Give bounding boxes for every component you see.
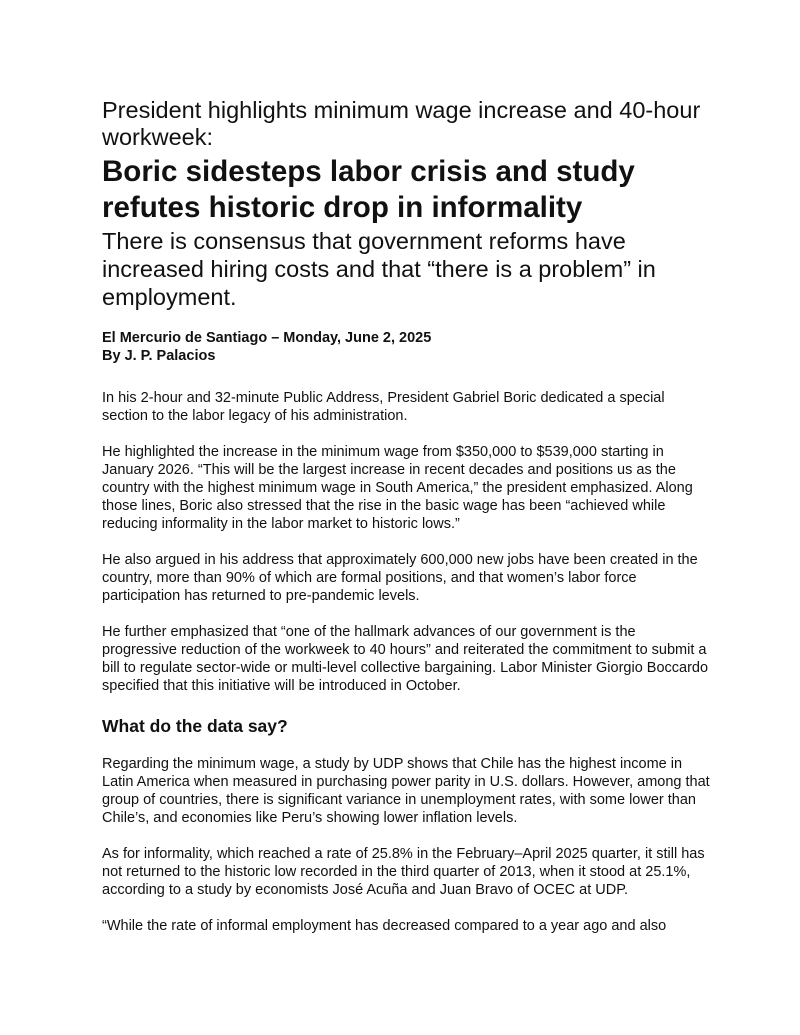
article-deck: There is consensus that government reforms have increased hiring costs and that “there is a problem” in employment. (102, 228, 656, 310)
section-subhead: What do the data say? (102, 716, 288, 736)
article (102, 97, 712, 935)
body-paragraph: He highlighted the increase in the minimum wage from $350,000 to $539,000 starting in January 2026. “This will be the largest increase in recent decades and positions us as the country with the highest minimum wage in South America,” the president emphasized. Along those lines, Boric also stressed that the rise in the basic wage has been “achieved while reducing informality in the labor market to historic lows.” (102, 444, 693, 532)
article-headline: Boric sidesteps labor crisis and study refutes historic drop in informality (102, 155, 635, 224)
body-paragraph: He further emphasized that “one of the hallmark advances of our government is the progressive reduction of the workweek to 40 hours” and reiterated the commitment to submit a bill to regulate sector-wide or multi-level collective bargaining. Labor Minister Giorgio Boccardo specified that this initiative will be introduced in October. (102, 624, 709, 694)
article-meta (102, 329, 712, 365)
dateline: El Mercurio de Santiago – Monday, June 2, 2025 (102, 330, 432, 346)
body-paragraph: As for informality, which reached a rate of 25.8% in the February–April 2025 quarter, it still has not returned to the historic low recorded in the third quarter of 2013, when it stood at 25.1%, according to a study by economists José Acuña and Juan Bravo of OCEC at UDP. (102, 846, 705, 898)
byline: By J. P. Palacios (102, 348, 216, 364)
body-paragraph: In his 2-hour and 32-minute Public Address, President Gabriel Boric dedicated a special section to the labor legacy of his administration. (102, 390, 665, 424)
article-kicker: President highlights minimum wage increase and 40-hour workweek: (102, 97, 701, 150)
body-paragraph: He also argued in his address that approximately 600,000 new jobs have been created in the country, more than 90% of which are formal positions, and that women’s labor force participation has returned to pre-pandemic levels. (102, 552, 698, 604)
article-body (102, 389, 712, 935)
body-paragraph: Regarding the minimum wage, a study by UDP shows that Chile has the highest income in Latin America when measured in purchasing power parity in U.S. dollars. However, among that group of countries, there is significant variance in unemployment rates, with some lower than Chile’s, and economies like Peru’s showing lower inflation levels. (102, 756, 710, 826)
body-paragraph: “While the rate of informal employment has decreased compared to a year ago and also (102, 918, 667, 934)
